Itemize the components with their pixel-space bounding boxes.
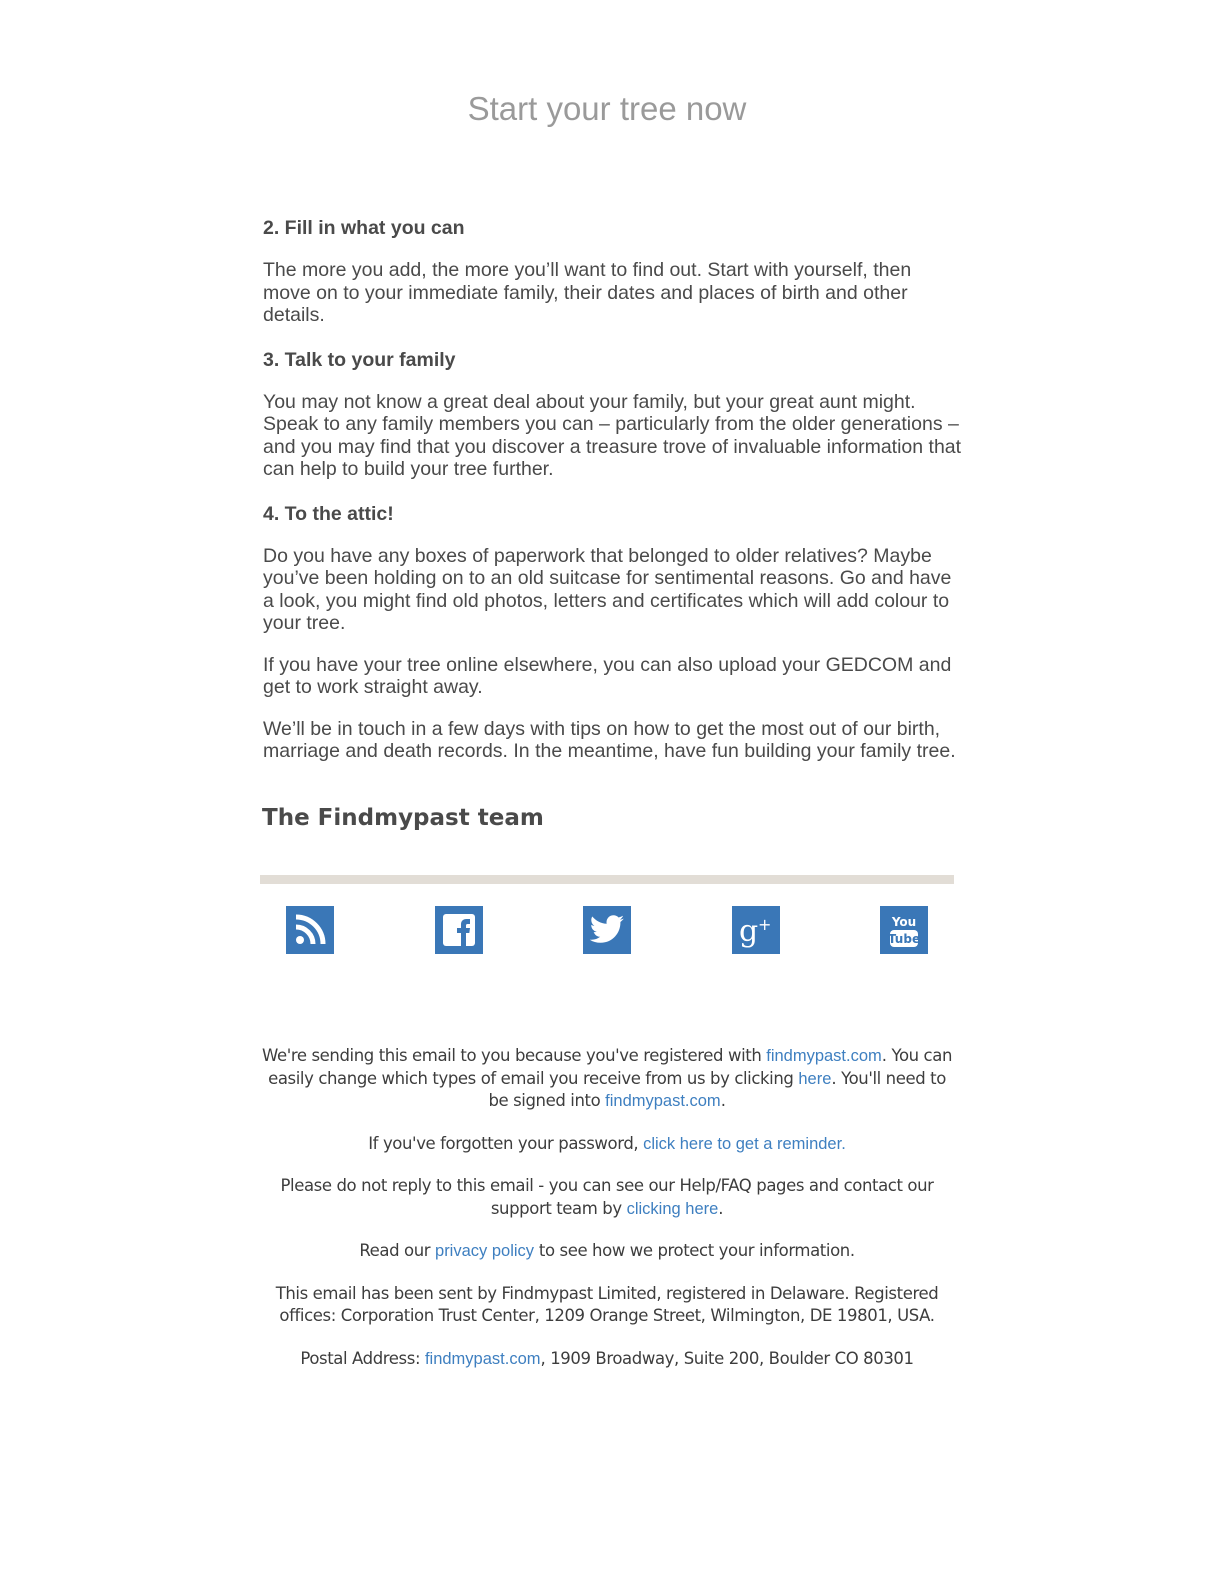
section-heading: 4. To the attic! xyxy=(263,502,394,525)
support-link[interactable]: clicking here xyxy=(626,1199,719,1218)
email-preferences-link[interactable]: here xyxy=(798,1069,832,1088)
footer-text: If you've forgotten your password, xyxy=(368,1133,644,1153)
section-heading: 2. Fill in what you can xyxy=(263,217,465,239)
tips-content xyxy=(263,214,963,782)
password-notice xyxy=(262,1133,952,1156)
findmypast-link[interactable]: findmypast.com xyxy=(424,1349,541,1368)
registration-notice xyxy=(262,1045,952,1113)
footer-text: . xyxy=(718,1198,724,1218)
closing-paragraph: We’ll be in touch in a few days with tips on how to get the most out of our birth, marriage and death records. In the meantime, have fun building your family tree. xyxy=(263,717,956,762)
footer-text: . You'll need to be signed into xyxy=(488,1068,946,1110)
footer-text: Postal Address: xyxy=(300,1348,425,1368)
footer-text: . You can easily change which types of email you receive from us by clicking xyxy=(268,1046,952,1088)
signoff: The Findmypast team xyxy=(262,805,544,831)
divider xyxy=(260,875,954,884)
footer-text: , 1909 Broadway, Suite 200, Boulder CO 80301 xyxy=(540,1348,914,1368)
rss-button[interactable] xyxy=(286,906,334,954)
google-plus-button[interactable] xyxy=(732,906,780,954)
support-notice xyxy=(262,1175,952,1220)
privacy-notice xyxy=(262,1240,952,1263)
svg-text:g: g xyxy=(739,914,759,949)
section-body: You may not know a great deal about your family, but your great aunt might. Speak to any family members you can – particularly from the older generations – and you may find that you discover a treasure trove of invaluable information that can help to build your tree further. xyxy=(263,390,962,480)
password-reminder-link[interactable]: click here to get a reminder. xyxy=(643,1134,846,1153)
youtube-button[interactable] xyxy=(880,906,928,954)
svg-text:You: You xyxy=(891,915,917,929)
gedcom-paragraph: If you have your tree online elsewhere, you can also upload your GEDCOM and get to work straight away. xyxy=(263,653,952,698)
email-footer xyxy=(262,1045,952,1390)
privacy-policy-link[interactable]: privacy policy xyxy=(435,1242,535,1260)
footer-text: Read our xyxy=(359,1241,436,1260)
section-heading: 3. Talk to your family xyxy=(263,348,456,371)
findmypast-link[interactable]: findmypast.com xyxy=(605,1092,721,1110)
section-body: The more you add, the more you’ll want to find out. Start with yourself, then move on to your immediate family, their dates and places of birth and other details. xyxy=(263,259,912,326)
company-notice: This email has been sent by Findmypast Limited, registered in Delaware. Registered offices: Corporation Trust Center, 1209 Orange Street, Wilmington, DE 19801, USA. xyxy=(275,1283,939,1325)
svg-text:+: + xyxy=(758,915,772,934)
footer-text: . xyxy=(720,1091,726,1110)
twitter-button[interactable] xyxy=(583,906,631,954)
facebook-button[interactable] xyxy=(435,906,483,954)
page-title: Start your tree now xyxy=(467,90,747,127)
twitter-icon xyxy=(589,915,625,945)
facebook-icon xyxy=(441,912,477,948)
footer-text: We're sending this email to you because you've registered with xyxy=(262,1046,767,1065)
section-body: Do you have any boxes of paperwork that belonged to older relatives? Maybe you’ve been holding on to an old suitcase for sentimental reasons. Go and have a look, you might find old photos, letters and certificates which will add colour to your tree. xyxy=(263,544,952,634)
footer-text: Please do not reply to this email - you can see our Help/FAQ pages and contact our support team by xyxy=(280,1176,934,1218)
findmypast-link[interactable]: findmypast.com xyxy=(766,1047,882,1065)
youtube-icon xyxy=(888,911,920,949)
google-plus-icon xyxy=(736,910,776,950)
svg-text:Tube: Tube xyxy=(888,932,920,946)
postal-address xyxy=(262,1348,952,1371)
rss-icon xyxy=(293,913,327,947)
footer-text: to see how we protect your information. xyxy=(534,1241,855,1260)
